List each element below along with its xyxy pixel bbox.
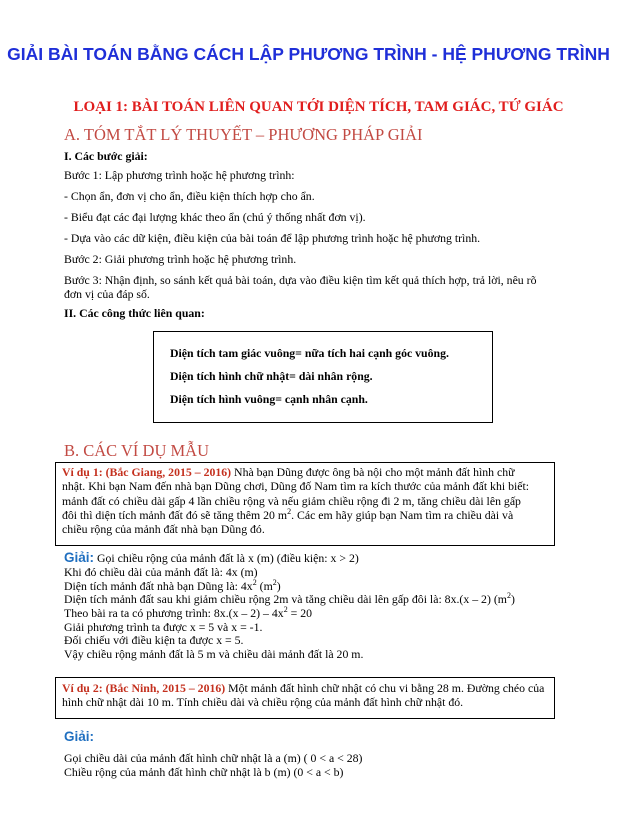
- example-1-line: chiều rộng của mảnh đất nhà bạn Dũng đó.: [62, 522, 265, 537]
- example-1-line: đôi thì diện tích mảnh đất đó sẽ tăng thêm 20 $m^2$. Các em hãy giúp bạn Nam tìm ra chiều dài và: [62, 506, 514, 522]
- section-b-heading: B. CÁC VÍ DỤ MẪU: [64, 441, 210, 460]
- section-a-heading: A. TÓM TẮT LÝ THUYẾT – PHƯƠNG PHÁP GIẢI: [64, 125, 423, 144]
- solution-line: Giải phương trình ta được x = 5 và x = -1.: [64, 620, 263, 634]
- solution-line: Khi đó chiều dài của mảnh đất là: 4x (m): [64, 565, 258, 579]
- example-1-line: nhật. Khi bạn Nam đến nhà bạn Dũng chơi, Dũng đố Nam tìm ra kích thước của mảnh đất khi biết:: [62, 479, 530, 494]
- steps-heading: I. Các bước giải:: [64, 149, 148, 163]
- example-1-box: [55, 462, 555, 546]
- step-line: - Biểu đạt các đại lượng khác theo ẩn (chú ý thống nhất đơn vị).: [64, 210, 366, 224]
- step-line: Bước 2: Giải phương trình hoặc hệ phương trình.: [64, 252, 297, 266]
- step-line: - Dựa vào các dữ kiện, điều kiện của bài toán để lập phương trình hoặc hệ phương trình.: [64, 231, 481, 245]
- formula-line: Diện tích hình chữ nhật= dài nhân rộng.: [170, 369, 373, 383]
- type-heading: LOẠI 1: BÀI TOÁN LIÊN QUAN TỚI DIỆN TÍCH, TAM GIÁC, TỨ GIÁC: [73, 99, 564, 115]
- step-line: Bước 1: Lập phương trình hoặc hệ phương trình:: [64, 168, 295, 182]
- example-2-line: Ví dụ 2: (Bắc Ninh, 2015 – 2016) Một mảnh đất hình chữ nhật có chu vi bằng 28 m. Đường chéo của: [62, 681, 545, 695]
- example-1-line: Ví dụ 1: (Bắc Giang, 2015 – 2016) Nhà bạn Dũng được ông bà nội cho một mảnh đất hình chữ: [62, 465, 515, 479]
- example-1-label: Ví dụ 1: (Bắc Giang, 2015 – 2016): [62, 465, 232, 479]
- solution-line: Theo bài ra ta có phương trình: $8x.(x - 2) - 4x^2 = 20$: [64, 605, 313, 620]
- example-2-line: hình chữ nhật dài 10 m. Tính chiều dài và chiều rộng của mảnh đất hình chữ nhật đó.: [62, 695, 464, 710]
- step-line: - Chọn ẩn, đơn vị cho ẩn, điều kiện thích hợp cho ẩn.: [64, 189, 315, 203]
- solution-2-label: Giải:: [64, 729, 95, 744]
- solution-1-first-line: Giải: Gọi chiều rộng của mảnh đất là x (m) (điều kiện: x > 2): [64, 550, 359, 565]
- formula-box: [153, 331, 493, 423]
- solution-line: Gọi chiều dài của mảnh đất hình chữ nhật là a (m) ( 0 < a < 28): [64, 751, 363, 765]
- formulas-heading: II. Các công thức liên quan:: [64, 306, 205, 320]
- formula-line: Diện tích hình vuông= cạnh nhân cạnh.: [170, 392, 368, 406]
- example-1-line: mảnh đất có chiều dài gấp 4 lần chiều rộng và nếu giảm chiều rộng đi 2 m, tăng chiều dài lên gấp: [62, 493, 521, 508]
- formula-line: Diện tích tam giác vuông= nữa tích hai cạnh góc vuông.: [170, 346, 449, 360]
- solution-line: Đối chiếu với điều kiện ta được x = 5.: [64, 633, 244, 647]
- solution-label: Giải:: [64, 550, 95, 565]
- example-2-label: Ví dụ 2: (Bắc Ninh, 2015 – 2016): [62, 681, 226, 695]
- solution-line: Vậy chiều rộng mảnh đất là 5 m và chiều dài mảnh đất là 20 m.: [64, 647, 364, 661]
- solution-line: Chiều rộng của mảnh đất hình chữ nhật là b (m) (0 < a < b): [64, 765, 344, 779]
- example-2-box: [55, 677, 555, 719]
- solution-line: Diện tích mảnh đất nhà bạn Dũng là: $4x^2$ $(m^2)$: [64, 578, 281, 593]
- document-title: GIẢI BÀI TOÁN BẰNG CÁCH LẬP PHƯƠNG TRÌNH - HỆ PHƯƠNG TRÌNH: [7, 44, 610, 64]
- step-line: đơn vị của đáp số.: [64, 287, 150, 301]
- step-line: Bước 3: Nhận định, so sánh kết quả bài toán, dựa vào điều kiện tìm kết quả thích hợp, trả lời, nêu rõ: [64, 273, 537, 287]
- solution-line: Diện tích mảnh đất sau khi giảm chiều rộng 2m và tăng chiều dài lên gấp đôi là: 8x.(x – 2) $(m^2)$: [64, 591, 515, 606]
